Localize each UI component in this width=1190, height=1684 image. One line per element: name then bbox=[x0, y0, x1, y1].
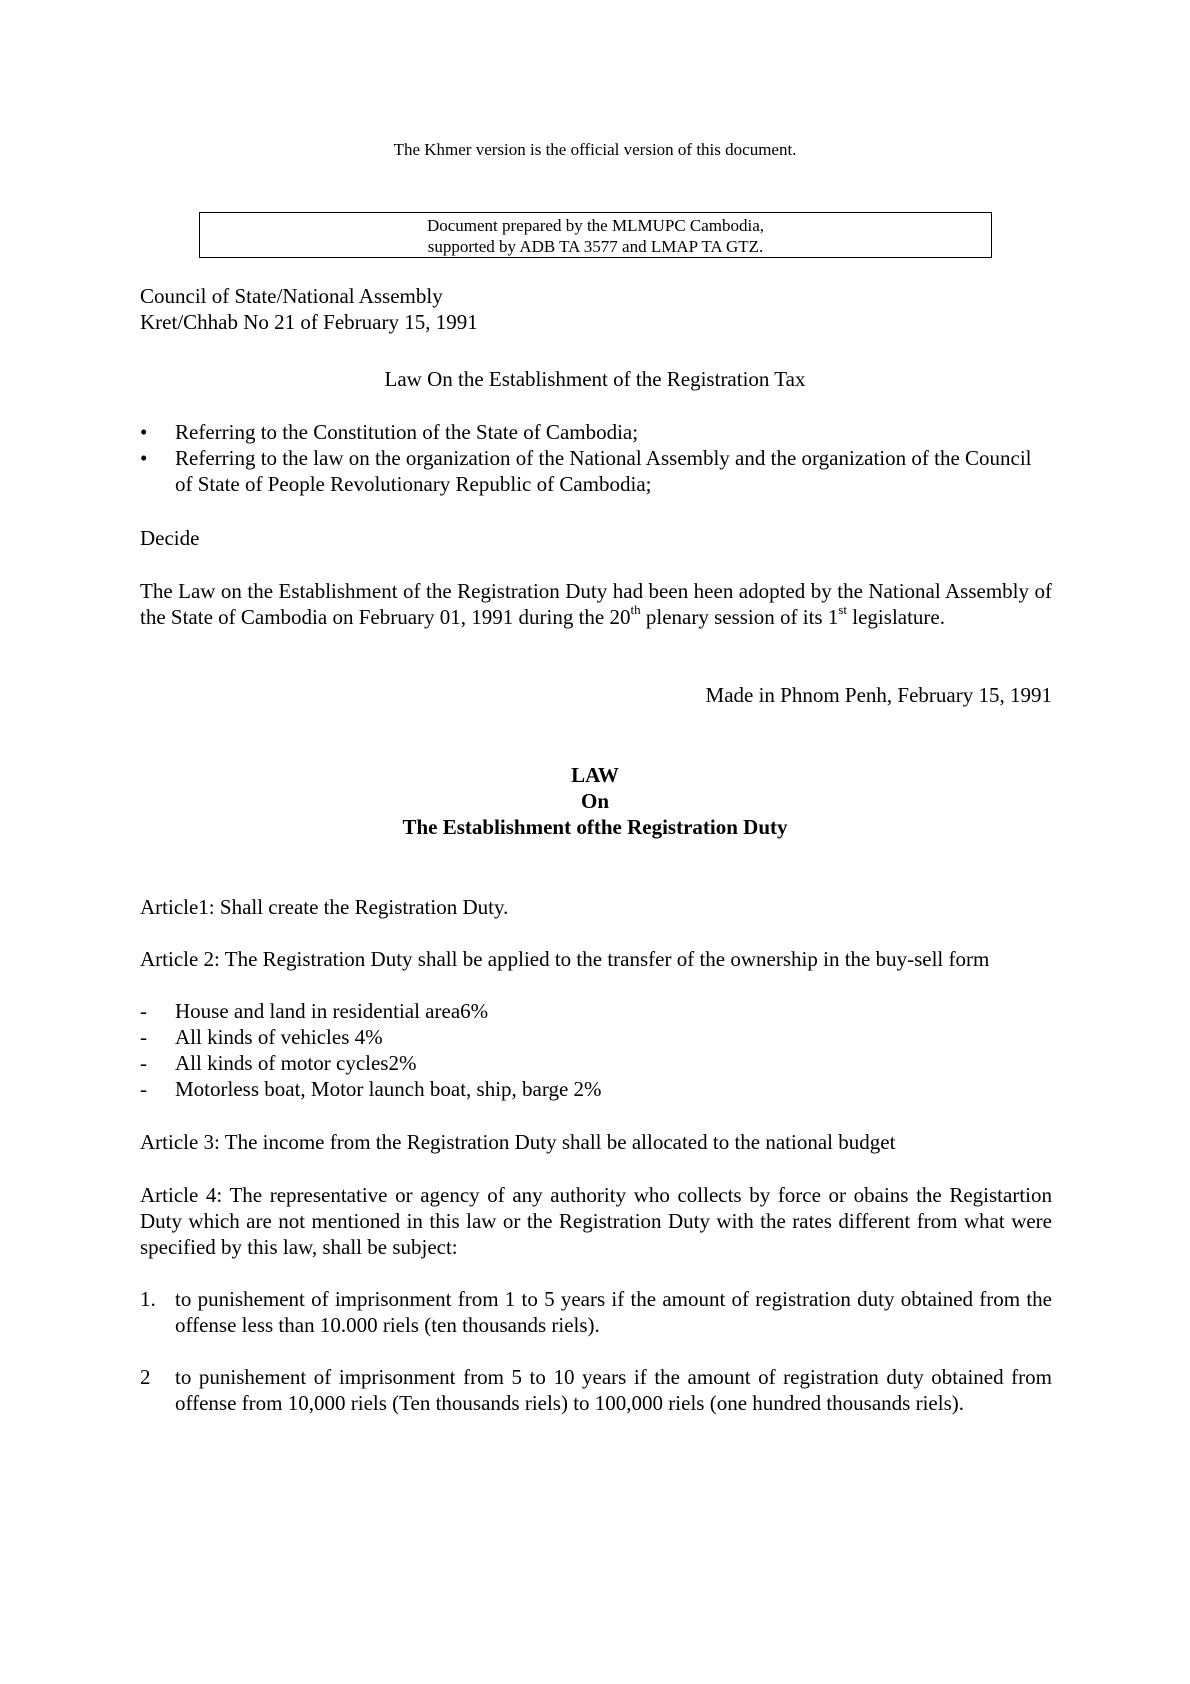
dash-mark: - bbox=[140, 1077, 147, 1101]
list-item-text: All kinds of vehicles 4% bbox=[175, 1025, 383, 1049]
heading-line-2: On bbox=[580, 789, 609, 813]
document-header bbox=[140, 283, 478, 335]
list-item bbox=[140, 998, 1052, 1024]
law-title: Law On the Establishment of the Registration Tax bbox=[384, 367, 806, 391]
list-item bbox=[140, 1364, 1052, 1416]
header-issuer: Council of State/National Assembly bbox=[140, 284, 443, 308]
list-item-text: House and land in residential area6% bbox=[175, 999, 489, 1023]
punishment-list bbox=[140, 1286, 1052, 1416]
prepared-by-line-1: Document prepared by the MLMUPC Cambodia, bbox=[426, 216, 765, 235]
adoption-paragraph bbox=[140, 578, 1052, 630]
list-item bbox=[140, 1050, 1052, 1076]
adoption-text-3: legislature. bbox=[847, 605, 945, 629]
dash-mark: - bbox=[140, 1025, 147, 1049]
list-item-text: Motorless boat, Motor launch boat, ship, barge 2% bbox=[175, 1077, 602, 1101]
list-item bbox=[140, 445, 1052, 497]
list-item-text: Referring to the law on the organization of the National Assembly and the organization of the Council of State of People Revolutionary Republic of Cambodia; bbox=[175, 446, 1032, 496]
decide-label: Decide bbox=[140, 526, 200, 550]
list-item-text: All kinds of motor cycles2% bbox=[175, 1051, 417, 1075]
article-1: Article1: Shall create the Registration Duty. bbox=[140, 895, 509, 919]
list-item-text: to punishement of imprisonment from 5 to 10 years if the amount of registration duty obtained from offense from 10,000 riels (Ten thousands riels) to 100,000 riels (one hundred thousands riels). bbox=[175, 1365, 1052, 1415]
dash-mark: - bbox=[140, 999, 147, 1023]
list-item bbox=[140, 1076, 1052, 1102]
superscript-th: th bbox=[630, 602, 641, 617]
official-version-notice: The Khmer version is the official version of this document. bbox=[393, 140, 797, 159]
referring-list bbox=[140, 419, 1052, 497]
adoption-text-1: The Law on the Establishment of the Registration Duty had been heen adopted by the National Assembly of the State of Cambodia on February 01, 1991 during the 20 bbox=[140, 579, 1052, 629]
superscript-st: st bbox=[838, 602, 848, 617]
heading-line-3: The Establishment ofthe Registration Duty bbox=[402, 815, 788, 839]
list-number: 1. bbox=[140, 1287, 156, 1311]
article-2-rate-list bbox=[140, 998, 1052, 1102]
list-item bbox=[140, 1286, 1052, 1338]
article-2: Article 2: The Registration Duty shall be applied to the transfer of the ownership in the buy-sell form bbox=[140, 947, 990, 971]
list-item bbox=[140, 419, 1052, 445]
list-item-text: Referring to the Constitution of the State of Cambodia; bbox=[175, 420, 639, 444]
list-number: 2 bbox=[140, 1365, 151, 1389]
adoption-text-2: plenary session of its 1 bbox=[640, 605, 839, 629]
prepared-by-box bbox=[199, 212, 992, 258]
article-3: Article 3: The income from the Registration Duty shall be allocated to the national budget bbox=[140, 1130, 896, 1154]
main-heading bbox=[0, 762, 1190, 840]
bullet-mark: • bbox=[140, 446, 148, 470]
prepared-by-line-2: supported by ADB TA 3577 and LMAP TA GTZ. bbox=[427, 237, 764, 256]
article-4: Article 4: The representative or agency of any authority who collects by force or obains the Registartion Duty which are not mentioned in this law or the Registration Duty with the rates different from what were specified by this law, shall be subject: bbox=[140, 1183, 1052, 1259]
heading-line-1: LAW bbox=[571, 763, 619, 787]
dash-mark: - bbox=[140, 1051, 147, 1075]
made-in-line: Made in Phnom Penh, February 15, 1991 bbox=[705, 683, 1052, 707]
header-decree-number: Kret/Chhab No 21 of February 15, 1991 bbox=[140, 310, 478, 334]
list-item bbox=[140, 1024, 1052, 1050]
bullet-mark: • bbox=[140, 420, 148, 444]
list-item-text: to punishement of imprisonment from 1 to 5 years if the amount of registration duty obtained from the offense less than 10.000 riels (ten thousands riels). bbox=[175, 1287, 1052, 1337]
